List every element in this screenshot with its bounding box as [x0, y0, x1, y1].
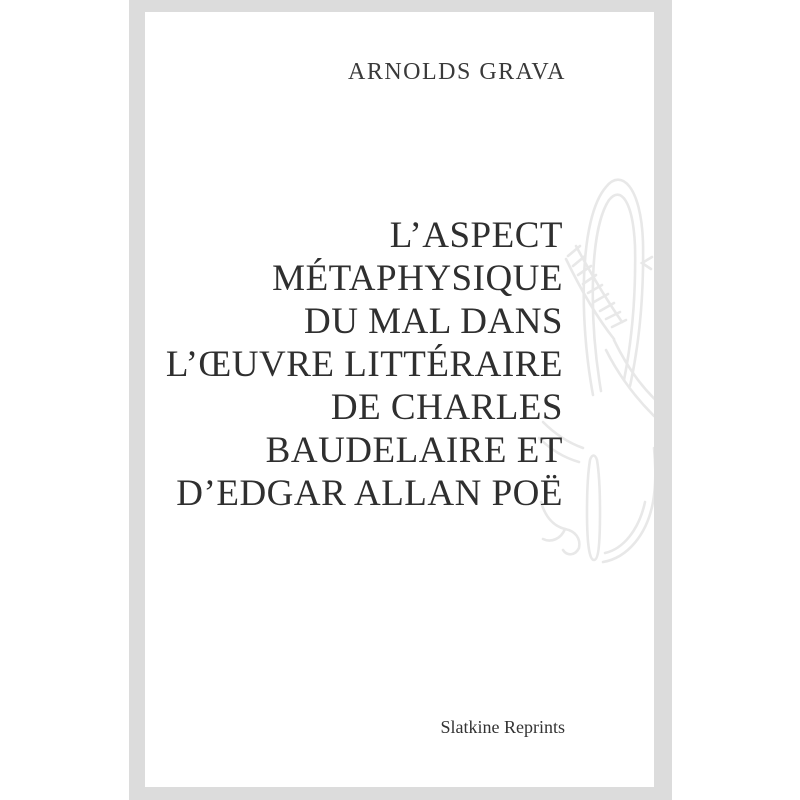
cover-page: [145, 12, 654, 787]
title-line: DU MAL DANS: [303, 301, 563, 342]
title-line: L’ŒUVRE LITTÉRAIRE: [165, 344, 563, 385]
book-title: [166, 214, 563, 515]
title-line: DE CHARLES: [330, 387, 563, 428]
book-cover: [129, 0, 672, 800]
title-line: MÉTAPHYSIQUE: [272, 258, 563, 299]
title-line: BAUDELAIRE ET: [265, 430, 563, 471]
title-line: D’EDGAR ALLAN POË: [176, 473, 563, 514]
author-name: ARNOLDS GRAVA: [348, 59, 566, 85]
title-line: L’ASPECT: [389, 215, 563, 256]
publisher-imprint: Slatkine Reprints: [440, 717, 565, 737]
